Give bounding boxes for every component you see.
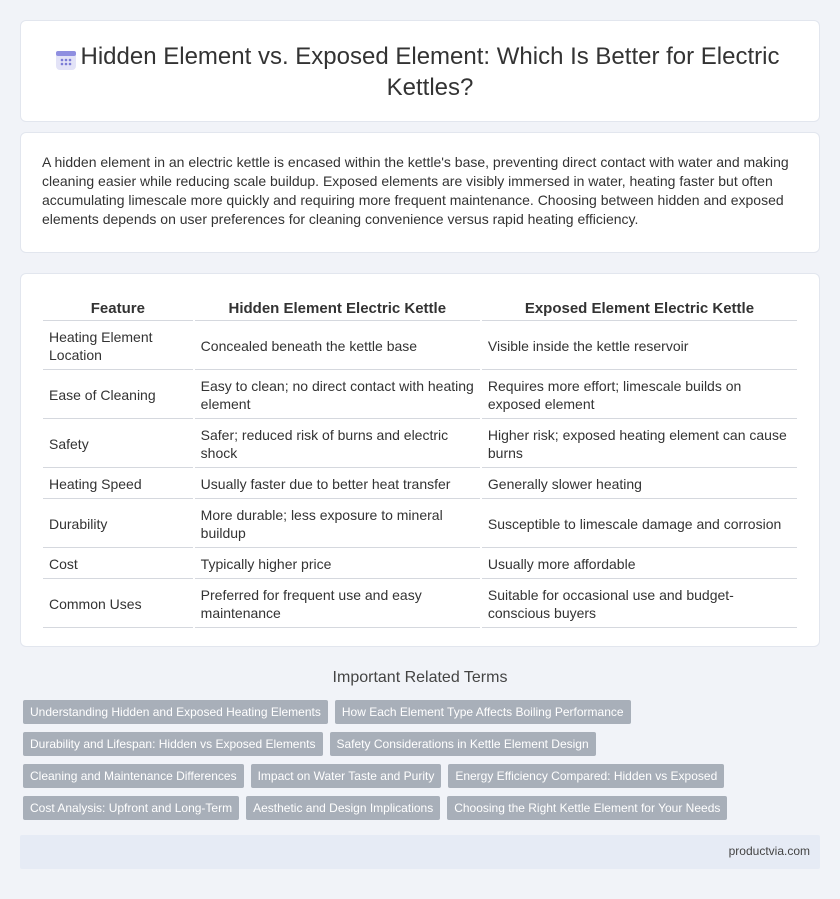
related-terms-heading: Important Related Terms bbox=[332, 669, 508, 686]
column-header: Exposed Element Electric Kettle bbox=[482, 298, 797, 321]
tag-row bbox=[23, 764, 823, 788]
table-header-row bbox=[43, 298, 797, 321]
table-cell: Usually faster due to better heat transfer bbox=[195, 470, 480, 499]
table-row bbox=[43, 581, 797, 628]
table-cell: Typically higher price bbox=[195, 550, 480, 579]
related-term-tag[interactable]: Cost Analysis: Upfront and Long-Term bbox=[23, 796, 239, 820]
table-row bbox=[43, 421, 797, 468]
table-cell: Easy to clean; no direct contact with heating element bbox=[195, 372, 480, 419]
related-term-tag[interactable]: How Each Element Type Affects Boiling Performance bbox=[335, 700, 631, 724]
related-term-tag[interactable]: Understanding Hidden and Exposed Heating Elements bbox=[23, 700, 328, 724]
table-cell: Susceptible to limescale damage and corrosion bbox=[482, 501, 797, 548]
table-row bbox=[43, 501, 797, 548]
column-header: Feature bbox=[43, 298, 193, 321]
related-term-tag[interactable]: Choosing the Right Kettle Element for Your Needs bbox=[447, 796, 727, 820]
table-cell: Durability bbox=[43, 501, 193, 548]
related-term-tag[interactable]: Impact on Water Taste and Purity bbox=[251, 764, 442, 788]
related-term-tag[interactable]: Durability and Lifespan: Hidden vs Exposed Elements bbox=[23, 732, 323, 756]
table-cell: Heating Element Location bbox=[43, 323, 193, 370]
intro-paragraph: A hidden element in an electric kettle is encased within the kettle's base, preventing direct contact with water and making cleaning easier while reducing scale buildup. Exposed elements are visibly immersed in water, heating faster but often accumulating limescale more quickly and requiring more frequent maintenance. Choosing between hidden and exposed elements depends on user preferences for cleaning convenience versus rapid heating efficiency. bbox=[42, 154, 789, 227]
title-card bbox=[20, 20, 820, 122]
column-header: Hidden Element Electric Kettle bbox=[195, 298, 480, 321]
intro-card bbox=[20, 132, 820, 253]
related-term-tag[interactable]: Cleaning and Maintenance Differences bbox=[23, 764, 244, 788]
table-cell: Safety bbox=[43, 421, 193, 468]
tag-row bbox=[23, 732, 823, 756]
table-cell: Requires more effort; limescale builds on exposed element bbox=[482, 372, 797, 419]
related-term-tag[interactable]: Aesthetic and Design Implications bbox=[246, 796, 440, 820]
table-cell: Safer; reduced risk of burns and electric shock bbox=[195, 421, 480, 468]
comparison-card bbox=[20, 273, 820, 647]
related-terms-list bbox=[23, 700, 823, 828]
table-row bbox=[43, 550, 797, 579]
table-row bbox=[43, 323, 797, 370]
table-cell: Suitable for occasional use and budget-conscious buyers bbox=[482, 581, 797, 628]
table-cell: Common Uses bbox=[43, 581, 193, 628]
table-row bbox=[43, 372, 797, 419]
tag-row bbox=[23, 700, 823, 724]
table-cell: Concealed beneath the kettle base bbox=[195, 323, 480, 370]
comparison-table bbox=[41, 296, 799, 630]
table-cell: Visible inside the kettle reservoir bbox=[482, 323, 797, 370]
footer bbox=[20, 835, 820, 869]
page-title: Hidden Element vs. Exposed Element: Which Is Better for Electric Kettles? bbox=[80, 43, 780, 101]
table-cell: Usually more affordable bbox=[482, 550, 797, 579]
related-term-tag[interactable]: Energy Efficiency Compared: Hidden vs Exposed bbox=[448, 764, 724, 788]
table-cell: Heating Speed bbox=[43, 470, 193, 499]
table-cell: Cost bbox=[43, 550, 193, 579]
table-cell: Generally slower heating bbox=[482, 470, 797, 499]
table-cell: More durable; less exposure to mineral buildup bbox=[195, 501, 480, 548]
tag-row bbox=[23, 796, 823, 820]
table-cell: Higher risk; exposed heating element can cause burns bbox=[482, 421, 797, 468]
footer-site-link[interactable]: productvia.com bbox=[728, 844, 810, 858]
table-cell: Preferred for frequent use and easy maintenance bbox=[195, 581, 480, 628]
table-row bbox=[43, 470, 797, 499]
table-cell: Ease of Cleaning bbox=[43, 372, 193, 419]
related-term-tag[interactable]: Safety Considerations in Kettle Element Design bbox=[330, 732, 596, 756]
